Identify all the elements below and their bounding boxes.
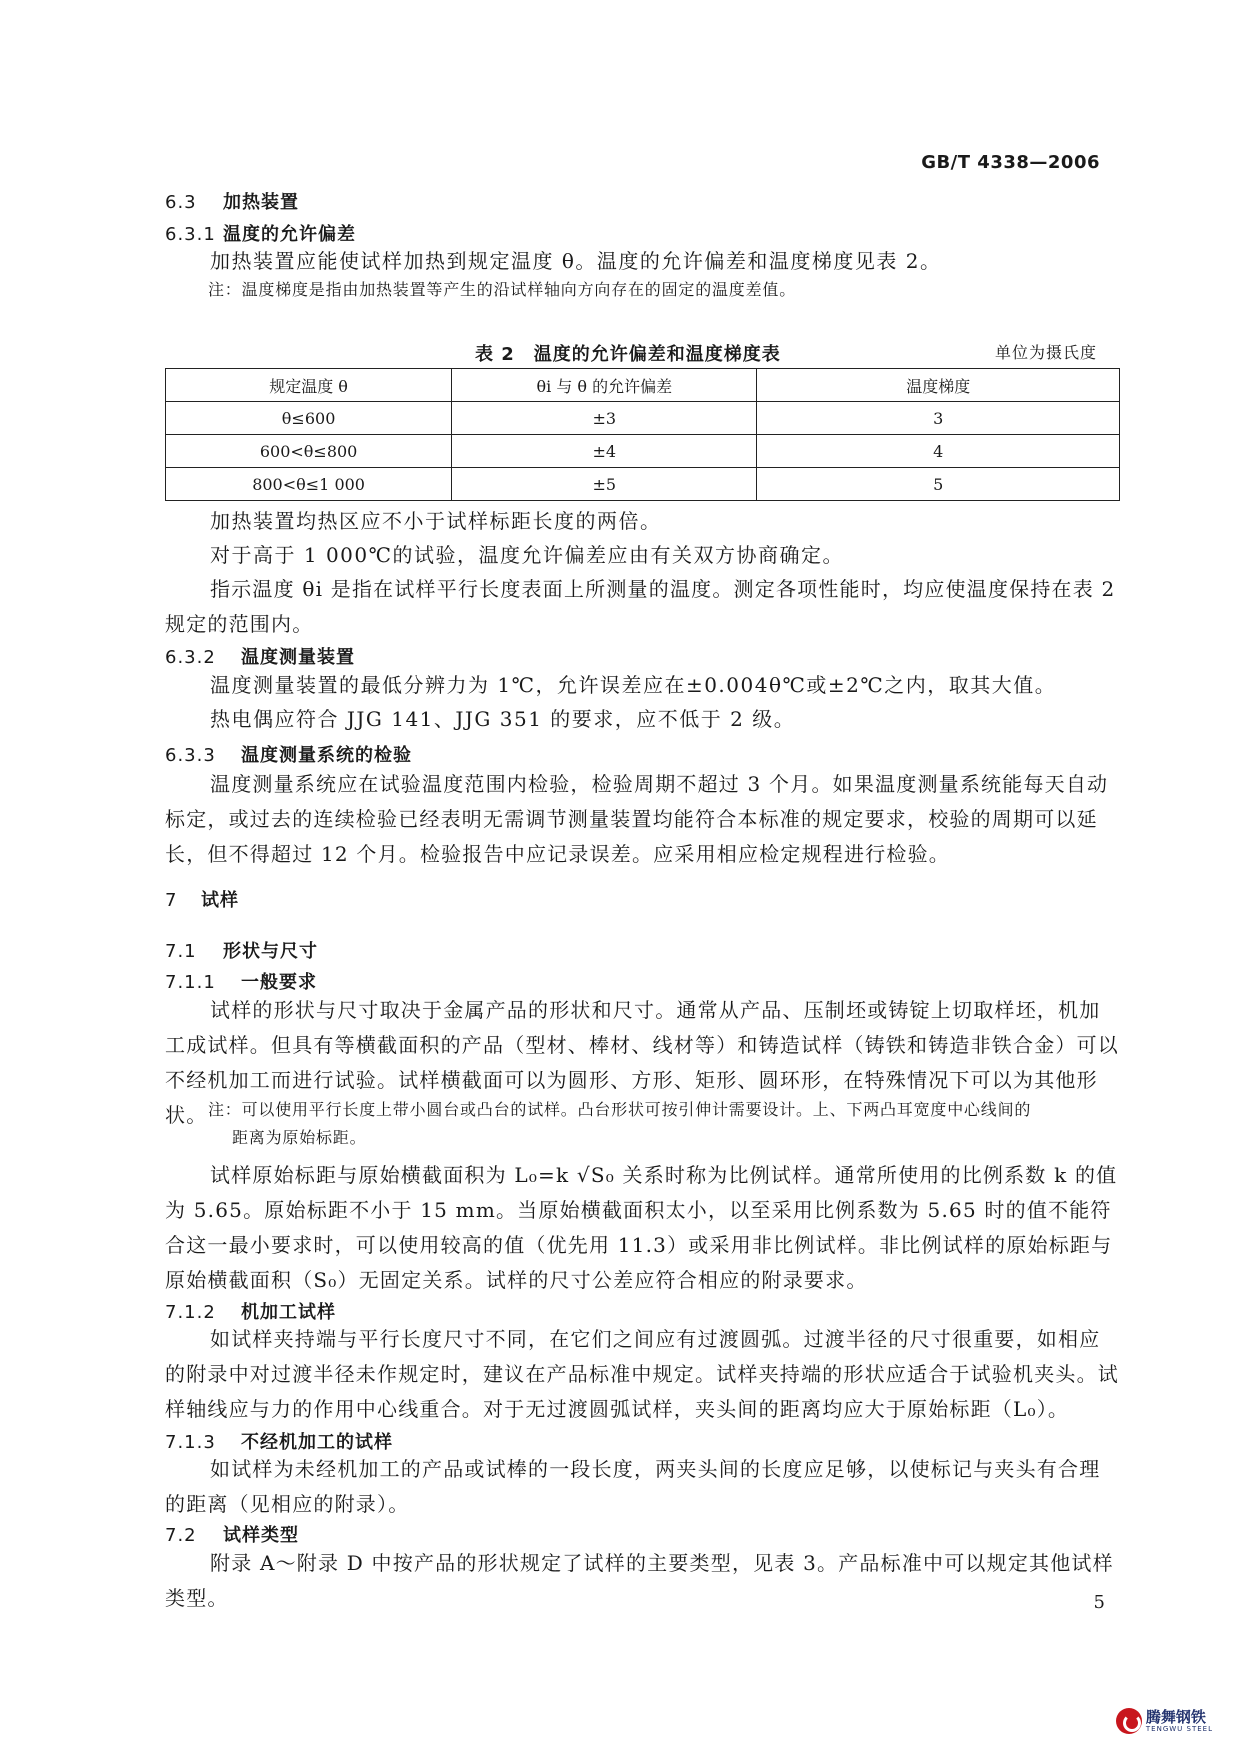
table-cell: θ≤600	[166, 402, 452, 435]
table-row	[166, 468, 1120, 501]
paragraph: 对于高于 1 000℃的试验，温度允许偏差应由有关双方协商确定。	[210, 543, 844, 567]
table-caption: 表 2 温度的允许偏差和温度梯度表	[475, 344, 781, 365]
temperature-tolerance-table	[165, 368, 1120, 501]
paragraph: 加热装置均热区应不小于试样标距长度的两倍。	[210, 509, 662, 533]
section-number: 7	[165, 890, 178, 911]
brand-name-en: TENGWU STEEL	[1145, 1725, 1213, 1733]
table-cell: ±4	[452, 435, 757, 468]
section-number: 6.3.2	[165, 647, 216, 668]
note: 注：可以使用平行长度上带小圆台或凸台的试样。凸台形状可按引伸计需要设计。上、下两凸耳宽度中心线间的	[208, 1100, 1032, 1119]
section-title: 温度测量装置	[241, 647, 355, 668]
section-number: 7.1.2	[165, 1302, 216, 1323]
table-row	[166, 435, 1120, 468]
table-cell: 4	[757, 435, 1120, 468]
section-title: 温度测量系统的检验	[241, 745, 412, 766]
paragraph: 加热装置应能使试样加热到规定温度 θ。温度的允许偏差和温度梯度见表 2。	[210, 249, 942, 273]
table-cell: 3	[757, 402, 1120, 435]
section-title: 不经机加工的试样	[241, 1432, 393, 1453]
table-cell: ±3	[452, 402, 757, 435]
section-7-heading	[165, 886, 239, 912]
column-header: θi 与 θ 的允许偏差	[452, 369, 757, 402]
section-6-3-3-heading	[165, 741, 412, 767]
paragraph: 试样原始标距与原始横截面积为 L₀=k √S₀ 关系时称为比例试样。通常所使用的比例系数 k 的值为 5.65。原始标距不小于 15 mm。当原始横截面积太小，以至采用比例系数为 5.65 时的值不能符合这一最小要求时，可以使用较高的值（优先用 11.3）或采用非比例试样。非比例试样的原始标距与原始横截面积（S₀）无固定关系。试样的尺寸公差应符合相应的附录要求。	[165, 1163, 1118, 1292]
section-title: 试样	[201, 890, 239, 911]
standard-number: GB/T 4338—2006	[921, 152, 1100, 173]
section-6-3-1-heading	[165, 220, 356, 246]
section-title: 温度的允许偏差	[223, 224, 356, 245]
paragraph: 热电偶应符合 JJG 141、JJG 351 的要求，应不低于 2 级。	[210, 707, 796, 731]
paragraph: 如试样夹持端与平行长度尺寸不同，在它们之间应有过渡圆弧。过渡半径的尺寸很重要，如相应的附录中对过渡半径未作规定时，建议在产品标准中规定。试样夹持端的形状应适合于试验机夹头。试样轴线应与力的作用中心线重合。对于无过渡圆弧试样，夹头间的距离均应大于原始标距（L₀）。	[165, 1327, 1119, 1421]
table-cell: 5	[757, 468, 1120, 501]
table-row	[166, 402, 1120, 435]
section-7-2-heading	[165, 1521, 299, 1547]
section-title: 形状与尺寸	[223, 941, 318, 962]
logo-icon	[1116, 1708, 1142, 1734]
paragraph: 如试样为未经机加工的产品或试棒的一段长度，两夹头间的长度应足够，以使标记与夹头有合理的距离（见相应的附录）。	[165, 1457, 1101, 1516]
section-7-1-1-heading	[165, 968, 317, 994]
section-title: 试样类型	[223, 1525, 299, 1546]
paragraph: 温度测量系统应在试验温度范围内检验，检验周期不超过 3 个月。如果温度测量系统能每天自动标定，或过去的连续检验已经表明无需调节测量装置均能符合本标准的规定要求，校验的周期可以延长，但不得超过 12 个月。检验报告中应记录误差。应采用相应检定规程进行检验。	[165, 772, 1109, 866]
section-title: 一般要求	[241, 972, 317, 993]
paragraph: 指示温度 θi 是指在试样平行长度表面上所测量的温度。测定各项性能时，均应使温度保持在表 2 规定的范围内。	[165, 577, 1116, 636]
table-unit: 单位为摄氏度	[995, 343, 1098, 362]
table-header-row	[166, 369, 1120, 402]
column-header: 规定温度 θ	[166, 369, 452, 402]
brand-logo	[1116, 1708, 1213, 1734]
section-number: 6.3.3	[165, 745, 216, 766]
page-number: 5	[1093, 1592, 1105, 1613]
brand-name: 腾舞钢铁	[1145, 1708, 1206, 1726]
section-6-3-heading	[165, 188, 299, 214]
section-number: 7.1.1	[165, 972, 216, 993]
section-number: 6.3.1	[165, 224, 216, 245]
note-continuation: 距离为原始标距。	[232, 1128, 367, 1147]
paragraph: 附录 A～附录 D 中按产品的形状规定了试样的主要类型，见表 3。产品标准中可以规定其他试样类型。	[165, 1551, 1114, 1610]
section-7-1-3-heading	[165, 1428, 393, 1454]
column-header: 温度梯度	[757, 369, 1120, 402]
table-cell: ±5	[452, 468, 757, 501]
table-cell: 800<θ≤1 000	[166, 468, 452, 501]
section-title: 机加工试样	[241, 1302, 336, 1323]
section-number: 7.2	[165, 1525, 197, 1546]
section-7-1-heading	[165, 937, 318, 963]
section-number: 7.1	[165, 941, 197, 962]
paragraph: 温度测量装置的最低分辨力为 1℃，允许误差应在±0.004θ℃或±2℃之内，取其大值。	[210, 673, 1057, 697]
section-number: 7.1.3	[165, 1432, 216, 1453]
section-number: 6.3	[165, 192, 197, 213]
section-6-3-2-heading	[165, 643, 355, 669]
paragraph: 试样的形状与尺寸取决于金属产品的形状和尺寸。通常从产品、压制坯或铸锭上切取样坯，机加工成试样。但具有等横截面积的产品（型材、棒材、线材等）和铸造试样（铸铁和铸造非铁合金）可以不经机加工而进行试验。试样横截面可以为圆形、方形、矩形、圆环形，在特殊情况下可以为其他形状。	[165, 998, 1119, 1127]
section-title: 加热装置	[223, 192, 299, 213]
section-7-1-2-heading	[165, 1298, 336, 1324]
note: 注：温度梯度是指由加热装置等产生的沿试样轴向方向存在的固定的温度差值。	[208, 280, 797, 299]
table-cell: 600<θ≤800	[166, 435, 452, 468]
